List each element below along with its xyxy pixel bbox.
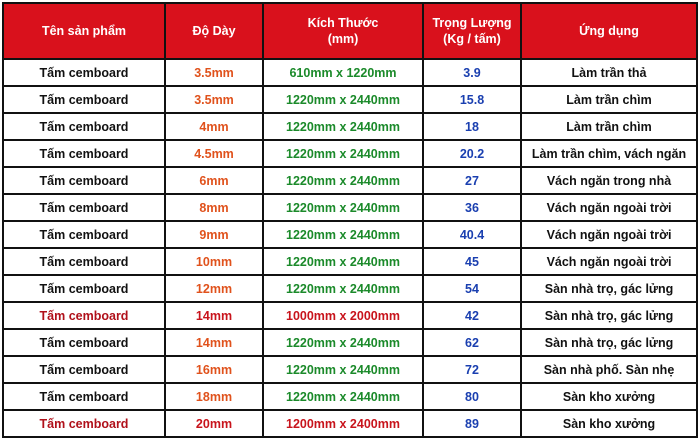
usage-cell: Sàn kho xưởng bbox=[522, 384, 696, 409]
size-cell: 1220mm x 2440mm bbox=[264, 357, 422, 382]
table-row bbox=[4, 60, 696, 85]
size-cell: 610mm x 1220mm bbox=[264, 60, 422, 85]
size-cell: 1000mm x 2000mm bbox=[264, 303, 422, 328]
weight-cell: 20.2 bbox=[424, 141, 520, 166]
table-row bbox=[4, 195, 696, 220]
table-row bbox=[4, 222, 696, 247]
size-cell: 1220mm x 2440mm bbox=[264, 249, 422, 274]
table-row bbox=[4, 276, 696, 301]
thickness-cell: 14mm bbox=[166, 330, 262, 355]
weight-cell: 54 bbox=[424, 276, 520, 301]
weight-cell: 80 bbox=[424, 384, 520, 409]
cemboard-spec-table bbox=[2, 2, 698, 438]
product-cell: Tấm cemboard bbox=[4, 303, 164, 328]
size-cell: 1220mm x 2440mm bbox=[264, 222, 422, 247]
header-weight bbox=[424, 4, 520, 58]
header-weight-title: Trọng Lượng bbox=[432, 16, 512, 30]
header-product: Tên sản phẩm bbox=[4, 4, 164, 58]
table-row bbox=[4, 303, 696, 328]
usage-cell: Làm trần chìm, vách ngăn bbox=[522, 141, 696, 166]
thickness-cell: 4.5mm bbox=[166, 141, 262, 166]
size-cell: 1220mm x 2440mm bbox=[264, 195, 422, 220]
size-cell: 1220mm x 2440mm bbox=[264, 384, 422, 409]
size-cell: 1200mm x 2400mm bbox=[264, 411, 422, 436]
thickness-cell: 4mm bbox=[166, 114, 262, 139]
weight-cell: 36 bbox=[424, 195, 520, 220]
weight-cell: 89 bbox=[424, 411, 520, 436]
product-cell: Tấm cemboard bbox=[4, 411, 164, 436]
usage-cell: Vách ngăn ngoài trời bbox=[522, 249, 696, 274]
thickness-cell: 9mm bbox=[166, 222, 262, 247]
product-cell: Tấm cemboard bbox=[4, 114, 164, 139]
weight-cell: 40.4 bbox=[424, 222, 520, 247]
product-cell: Tấm cemboard bbox=[4, 141, 164, 166]
thickness-cell: 18mm bbox=[166, 384, 262, 409]
thickness-cell: 14mm bbox=[166, 303, 262, 328]
size-cell: 1220mm x 2440mm bbox=[264, 168, 422, 193]
usage-cell: Sàn nhà trọ, gác lửng bbox=[522, 276, 696, 301]
product-cell: Tấm cemboard bbox=[4, 249, 164, 274]
weight-cell: 18 bbox=[424, 114, 520, 139]
thickness-cell: 3.5mm bbox=[166, 87, 262, 112]
header-size bbox=[264, 4, 422, 58]
table-header-row bbox=[4, 4, 696, 58]
thickness-cell: 3.5mm bbox=[166, 60, 262, 85]
table-row bbox=[4, 330, 696, 355]
usage-cell: Sàn kho xưởng bbox=[522, 411, 696, 436]
header-size-title: Kích Thước bbox=[307, 16, 379, 30]
thickness-cell: 12mm bbox=[166, 276, 262, 301]
usage-cell: Vách ngăn trong nhà bbox=[522, 168, 696, 193]
thickness-cell: 10mm bbox=[166, 249, 262, 274]
weight-cell: 15.8 bbox=[424, 87, 520, 112]
usage-cell: Làm trần chìm bbox=[522, 87, 696, 112]
usage-cell: Vách ngăn ngoài trời bbox=[522, 222, 696, 247]
weight-cell: 3.9 bbox=[424, 60, 520, 85]
product-cell: Tấm cemboard bbox=[4, 222, 164, 247]
table-row bbox=[4, 384, 696, 409]
weight-cell: 62 bbox=[424, 330, 520, 355]
usage-cell: Sàn nhà trọ, gác lửng bbox=[522, 330, 696, 355]
table-row bbox=[4, 141, 696, 166]
thickness-cell: 20mm bbox=[166, 411, 262, 436]
thickness-cell: 8mm bbox=[166, 195, 262, 220]
product-cell: Tấm cemboard bbox=[4, 168, 164, 193]
size-cell: 1220mm x 2440mm bbox=[264, 87, 422, 112]
header-weight-unit: (Kg / tấm) bbox=[443, 32, 501, 46]
product-cell: Tấm cemboard bbox=[4, 330, 164, 355]
weight-cell: 72 bbox=[424, 357, 520, 382]
weight-cell: 27 bbox=[424, 168, 520, 193]
usage-cell: Sàn nhà phố. Sàn nhẹ bbox=[522, 357, 696, 382]
product-cell: Tấm cemboard bbox=[4, 276, 164, 301]
size-cell: 1220mm x 2440mm bbox=[264, 330, 422, 355]
size-cell: 1220mm x 2440mm bbox=[264, 276, 422, 301]
table-row bbox=[4, 114, 696, 139]
usage-cell: Làm trần thả bbox=[522, 60, 696, 85]
weight-cell: 45 bbox=[424, 249, 520, 274]
header-usage: Ứng dụng bbox=[522, 4, 696, 58]
usage-cell: Làm trần chìm bbox=[522, 114, 696, 139]
product-cell: Tấm cemboard bbox=[4, 384, 164, 409]
usage-cell: Vách ngăn ngoài trời bbox=[522, 195, 696, 220]
header-thickness: Độ Dày bbox=[166, 4, 262, 58]
weight-cell: 42 bbox=[424, 303, 520, 328]
size-cell: 1220mm x 2440mm bbox=[264, 114, 422, 139]
table-body bbox=[4, 60, 696, 436]
table-row bbox=[4, 411, 696, 436]
thickness-cell: 6mm bbox=[166, 168, 262, 193]
header-size-unit: (mm) bbox=[327, 32, 359, 46]
size-cell: 1220mm x 2440mm bbox=[264, 141, 422, 166]
table-row bbox=[4, 249, 696, 274]
table-row bbox=[4, 87, 696, 112]
product-cell: Tấm cemboard bbox=[4, 195, 164, 220]
product-cell: Tấm cemboard bbox=[4, 87, 164, 112]
usage-cell: Sàn nhà trọ, gác lửng bbox=[522, 303, 696, 328]
product-cell: Tấm cemboard bbox=[4, 60, 164, 85]
thickness-cell: 16mm bbox=[166, 357, 262, 382]
table-row bbox=[4, 168, 696, 193]
product-cell: Tấm cemboard bbox=[4, 357, 164, 382]
spec-table-frame bbox=[2, 2, 698, 438]
table-row bbox=[4, 357, 696, 382]
